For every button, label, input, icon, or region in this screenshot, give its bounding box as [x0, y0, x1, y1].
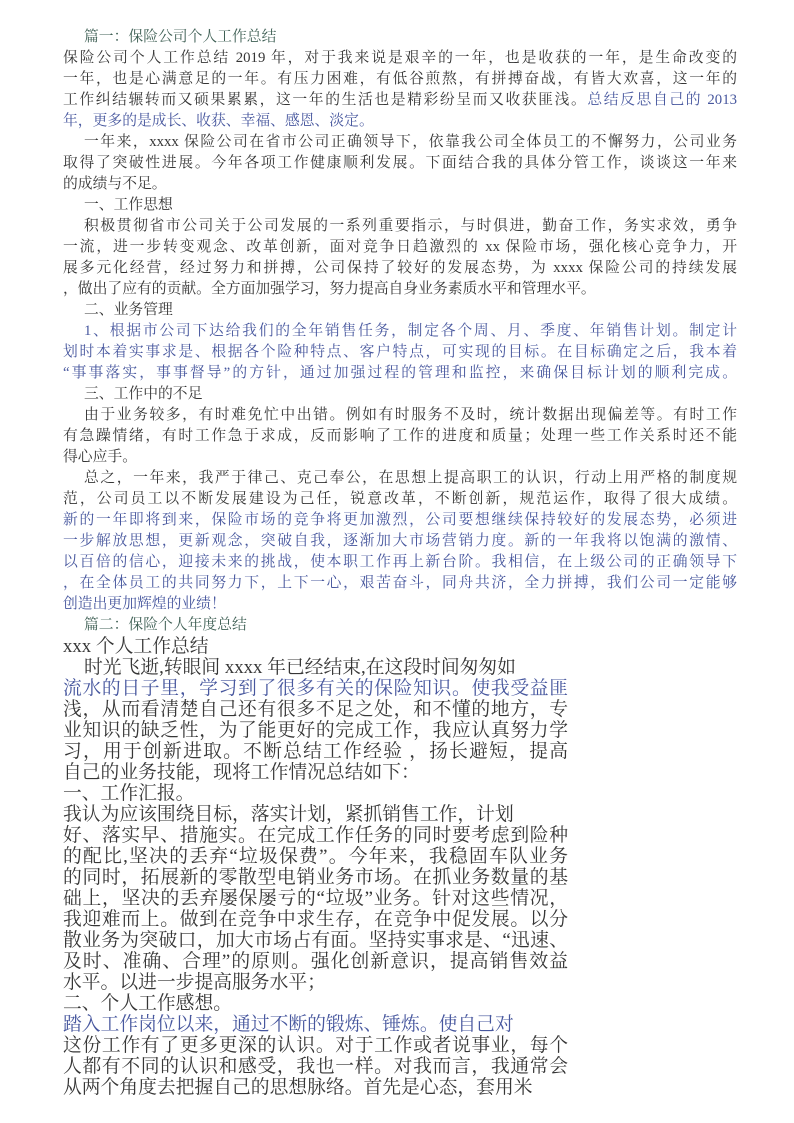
- text-line: [63, 132, 737, 153]
- text-line: [63, 846, 568, 867]
- text-segment: 流水的日子里，学习到了很多有关的保险知识。使我受益匪: [63, 678, 568, 699]
- text-line: [63, 384, 737, 405]
- text-segment: 水平。以进一步提高服务水平；: [63, 972, 326, 993]
- text-line: [63, 237, 737, 258]
- text-segment: 一年，也是心满意足的一年。有压力困难，有低谷煎熬，有拼搏奋战，有皆大欢喜，这一年的: [63, 71, 737, 87]
- text-line: [63, 363, 737, 384]
- text-segment: 二、个人工作感想。: [63, 993, 233, 1014]
- text-segment: ，在全体员工的共同努力下，上下一心，艰苦奋斗，同舟共济，全力拼搏，我们公司一定能够: [63, 575, 737, 591]
- text-segment: 的同时，拓展新的零散型电销业务市场。在抓业务数量的基: [63, 867, 568, 888]
- text-segment: ，做出了应有的贡献。全方面加强学习，努力提高自身业务素质水平和管理水平。: [63, 281, 596, 297]
- text-segment: 浅，从而看清楚自己还有很多不足之处，和不懂的地方，专: [63, 699, 568, 720]
- text-segment: 积极贯彻省市公司关于公司发展的一系列重要指示，与时俱进，勤奋工作，务实求效，勇争: [84, 218, 737, 234]
- text-segment: “事事落实，事事督导”的方针，通过加强过程的管理和监控，来确保目标计划的顺利完成。: [63, 365, 737, 381]
- text-segment: 有急躁情绪，有时工作急于求成，反而影响了工作的进度和质量；处理一些工作关系时还不能: [63, 428, 737, 444]
- text-line: [63, 426, 737, 447]
- text-segment: 一步解放思想，更新观念，突破自我，逐渐加大市场营销力度。新的一年我将以饱满的激情、: [63, 533, 737, 549]
- text-segment: 的成绩与不足。: [63, 176, 167, 192]
- text-line: [63, 531, 737, 552]
- text-line: [63, 1077, 568, 1098]
- text-segment: 得心应手。: [63, 449, 137, 465]
- text-segment: 一、工作汇报。: [63, 783, 195, 804]
- text-line: [63, 510, 737, 531]
- text-line: [63, 111, 737, 132]
- text-segment: 好、落实早、措施实。在完成工作任务的同时要考虑到险种: [63, 825, 568, 846]
- text-line: [63, 930, 568, 951]
- text-line: [63, 699, 568, 720]
- text-line: [63, 300, 737, 321]
- text-line: [63, 48, 737, 69]
- text-line: [63, 447, 737, 468]
- work-summary-section-1: [63, 27, 737, 636]
- text-line: [63, 573, 737, 594]
- text-segment: 我迎难而上。做到在竞争中求生存，在竞争中促发展。以分: [63, 909, 568, 930]
- text-segment: 范，公司员工以不断发展建设为己任，锐意改革，不断创新，规范运作，取得了很大成绩。: [63, 491, 737, 507]
- text-segment: 划时本着实事求是、根据各个险种特点、客户特点，可实现的目标。在目标确定之后，我本着: [63, 344, 737, 360]
- text-segment: 篇二：保险个人年度总结: [84, 617, 247, 633]
- text-segment: 一流，进一步转变观念、改革创新，面对竞争日趋激烈的 xx 保险市场，强化核心竞争力，开: [63, 239, 737, 255]
- text-segment: 时光飞逝,转眼间 xxxx 年已经结束,在这段时间匆匆如: [84, 657, 516, 678]
- text-segment: 总之，一年来，我严于律己、克己奉公，在思想上提高职工的认识，行动上用严格的制度规: [84, 470, 737, 486]
- text-line: [63, 405, 737, 426]
- text-segment: 总结反思自己的 2013: [587, 92, 737, 108]
- text-segment: 取得了突破性进展。今年各项工作健康顺利发展。下面结合我的具体分管工作，谈谈这一年来: [63, 155, 737, 171]
- text-segment: 展多元化经营，经过努力和拼搏，公司保持了较好的发展态势，为 xxxx 保险公司的持续发展: [63, 260, 737, 276]
- text-line: [63, 1056, 568, 1077]
- text-segment: 一、工作思想: [84, 197, 173, 213]
- text-segment: 工作纠结辗转而又硕果累累，这一年的生活也是精彩纷呈而又收获匪浅。: [63, 92, 588, 108]
- text-line: [63, 678, 568, 699]
- text-line: [63, 615, 737, 636]
- text-line: [63, 741, 568, 762]
- text-segment: 我认为应该围绕目标，落实计划，紧抓销售工作，计划: [63, 804, 514, 825]
- text-line: [63, 804, 568, 825]
- text-line: [63, 342, 737, 363]
- text-line: [63, 195, 737, 216]
- text-line: [63, 657, 568, 678]
- text-segment: 1、根据市公司下达给我们的全年销售任务，制定各个周、月、季度、年销售计划。制定计: [84, 323, 737, 339]
- text-line: [63, 153, 737, 174]
- text-line: [63, 993, 568, 1014]
- text-segment: 创造出更加辉煌的业绩！: [63, 596, 226, 612]
- text-segment: 从两个角度去把握自己的思想脉络。首先是心态，套用米: [63, 1077, 533, 1098]
- text-segment: 这份工作有了更多更深的认识。对于工作或者说事业，每个: [63, 1035, 568, 1056]
- text-segment: 础上，坚决的丢弃屡保屡亏的“垃圾”业务。针对这些情况，: [63, 888, 568, 909]
- text-line: [63, 1014, 568, 1035]
- text-line: [63, 888, 568, 909]
- text-line: [63, 321, 737, 342]
- text-segment: 三、工作中的不足: [84, 386, 203, 402]
- text-segment: 由于业务较多，有时难免忙中出错。例如有时服务不及时，统计数据出现偏差等。有时工作: [84, 407, 737, 423]
- text-segment: 及时、准确、合理”的原则。强化创新意识，提高销售效益: [63, 951, 568, 972]
- text-line: [63, 216, 737, 237]
- text-line: [63, 636, 568, 657]
- text-line: [63, 258, 737, 279]
- text-segment: 习，用于创新进取。不断总结工作经验 ，扬长避短，提高: [63, 741, 568, 762]
- text-line: [63, 69, 737, 90]
- text-line: [63, 594, 737, 615]
- text-line: [63, 27, 737, 48]
- text-segment: 散业务为突破口，加大市场占有面。坚持实事求是、“迅速、: [63, 930, 568, 951]
- text-line: [63, 489, 737, 510]
- text-segment: 二、业务管理: [84, 302, 173, 318]
- text-line: [63, 783, 568, 804]
- text-line: [63, 951, 568, 972]
- text-segment: 年，更多的是成长、收获、幸福、感恩、淡定。: [63, 113, 374, 129]
- text-line: [63, 825, 568, 846]
- work-summary-section-2: [63, 636, 568, 1098]
- text-segment: 踏入工作岗位以来，通过不断的锻炼、锤炼。使自己对: [63, 1014, 514, 1035]
- text-segment: 篇一：保险公司个人工作总结: [84, 29, 277, 45]
- text-line: [63, 90, 737, 111]
- text-line: [63, 720, 568, 741]
- text-segment: 一年来，xxxx 保险公司在省市公司正确领导下，依靠我公司全体员工的不懈努力，公司业务: [84, 134, 737, 150]
- text-line: [63, 867, 568, 888]
- text-segment: 人都有不同的认识和感受，我也一样。对我而言，我通常会: [63, 1056, 568, 1077]
- text-line: [63, 174, 737, 195]
- text-segment: 以百倍的信心，迎接未来的挑战，使本职工作再上新台阶。我相信，在上级公司的正确领导下: [63, 554, 737, 570]
- text-line: [63, 1035, 568, 1056]
- text-segment: 自己的业务技能，现将工作情况总结如下：: [63, 762, 420, 783]
- text-line: [63, 762, 568, 783]
- text-segment: xxx 个人工作总结: [63, 636, 209, 657]
- text-segment: 业知识的缺乏性，为了能更好的完成工作，我应认真努力学: [63, 720, 568, 741]
- text-line: [63, 552, 737, 573]
- text-line: [63, 909, 568, 930]
- text-line: [63, 279, 737, 300]
- text-segment: 新的一年即将到来，保险市场的竞争将更加激烈，公司要想继续保持较好的发展态势，必须进: [63, 512, 737, 528]
- text-segment: 的配比,坚决的丢弃“垃圾保费”。今年来，我稳固车队业务: [63, 846, 568, 867]
- text-segment: 保险公司个人工作总结 2019 年，对于我来说是艰辛的一年，也是收获的一年，是生命改变的: [63, 50, 737, 66]
- text-line: [63, 972, 568, 993]
- text-line: [63, 468, 737, 489]
